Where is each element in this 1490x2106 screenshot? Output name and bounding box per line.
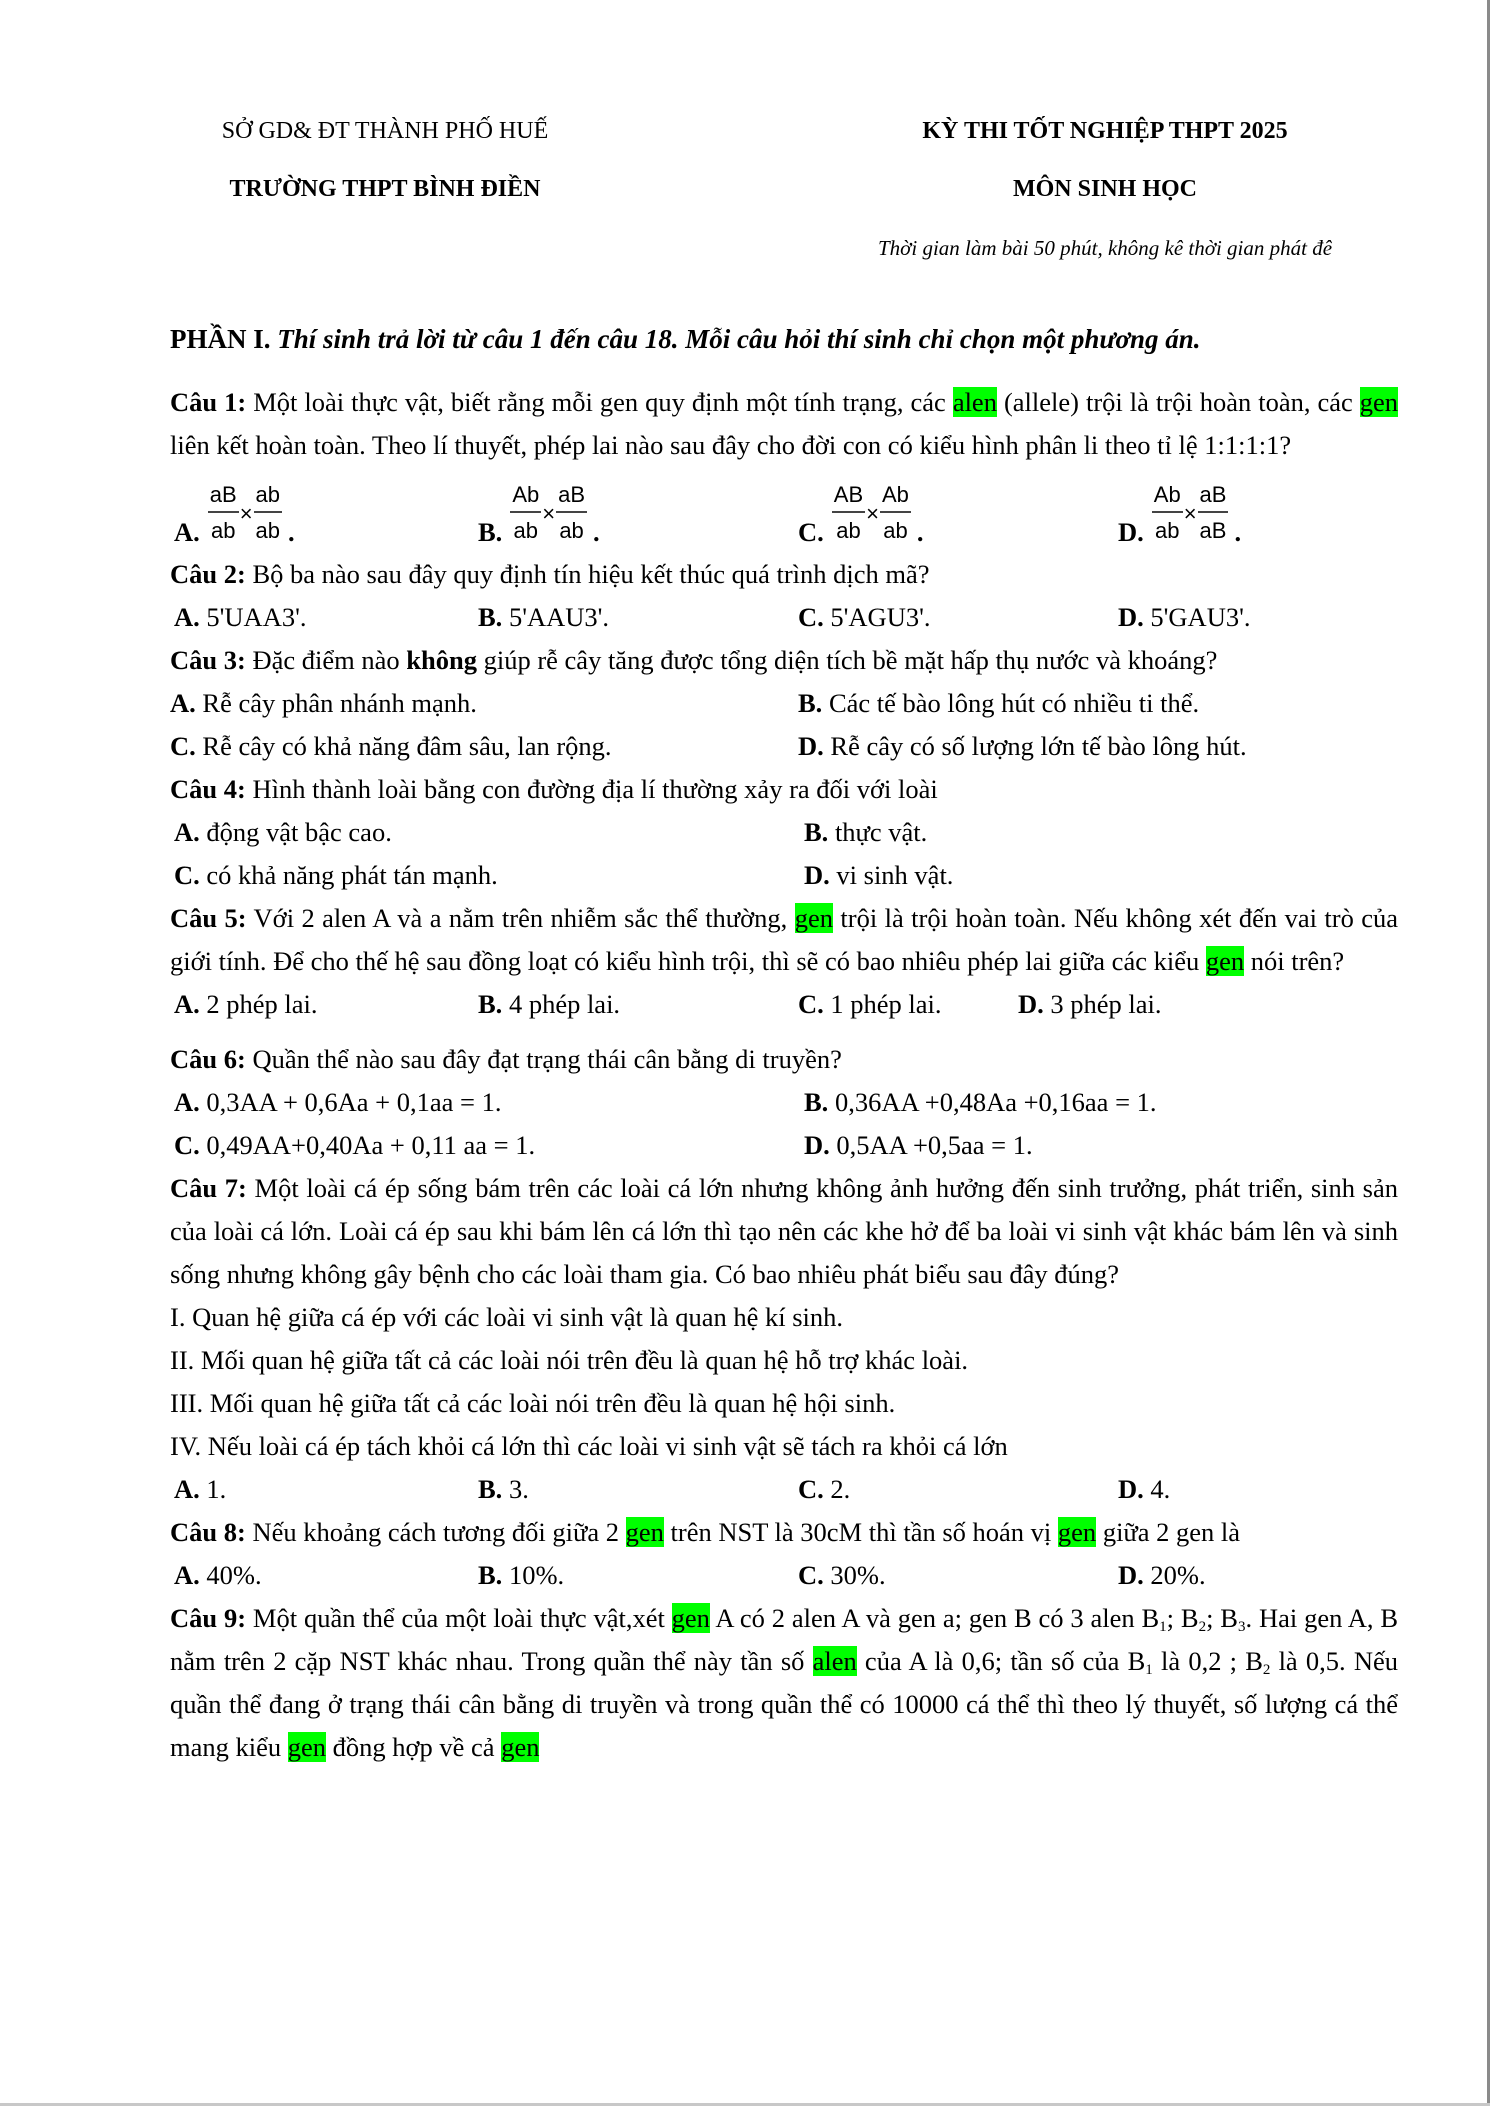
genotype-fraction	[254, 481, 282, 545]
option-letter: D.	[798, 731, 824, 761]
question-label: Câu 9:	[170, 1603, 247, 1633]
answer-options	[170, 1124, 1398, 1167]
option-text: 4 phép lai.	[502, 989, 621, 1019]
option-c[interactable]	[798, 483, 1118, 547]
subscript: 1	[1159, 1619, 1167, 1635]
period: .	[1234, 517, 1242, 547]
option-letter: A.	[174, 1474, 200, 1504]
option-b[interactable]	[804, 811, 927, 854]
option-b[interactable]	[478, 483, 798, 547]
question-text: (allele) trội là trội hoàn toàn, các	[996, 387, 1360, 417]
option-letter: D.	[1018, 989, 1044, 1019]
fraction-numerator: Ab	[1152, 481, 1183, 513]
highlighted-term: gen	[671, 1603, 710, 1633]
option-text: thực vật.	[828, 817, 928, 847]
highlighted-term: gen	[501, 1732, 540, 1762]
option-a[interactable]	[170, 1081, 804, 1124]
question-label: Câu 2:	[170, 559, 246, 589]
option-letter: B.	[804, 1087, 829, 1117]
question-text: trội là trội hoàn toàn. Nếu không xét đến vai trò của giới tính. Để cho thế hệ sau đồng loạt có kiểu hình trội, thì sẽ có bao nhiêu phép lai giữa các kiểu	[170, 903, 1398, 976]
option-letter: B.	[478, 517, 503, 547]
option-text: 0,36AA +0,48Aa +0,16aa = 1.	[828, 1087, 1157, 1117]
answer-options	[170, 854, 1398, 897]
question-text: Với 2 alen A và a nằm trên nhiễm sắc thể thường,	[246, 903, 795, 933]
fraction-denominator: ab	[836, 518, 861, 543]
times-icon: ×	[239, 500, 253, 526]
question-label: Câu 1:	[170, 387, 247, 417]
highlighted-term: gen	[625, 1517, 664, 1547]
question-text: ; B	[1166, 1603, 1199, 1633]
option-c[interactable]	[798, 1554, 1118, 1597]
option-c[interactable]	[170, 854, 804, 897]
option-text: 10%.	[502, 1560, 565, 1590]
genotype-fraction	[1152, 481, 1183, 545]
question-text: là 0,2 ; B	[1152, 1646, 1263, 1676]
subscript: 2	[1262, 1662, 1271, 1678]
spacer	[170, 1026, 1398, 1038]
option-letter: A.	[174, 989, 200, 1019]
option-letter: A.	[170, 688, 196, 718]
cross-expression	[208, 481, 282, 545]
statement-i: I. Quan hệ giữa cá ép với các loài vi sinh vật là quan hệ kí sinh.	[170, 1302, 844, 1332]
fraction-denominator: ab	[513, 518, 539, 543]
question-4	[170, 768, 1398, 897]
answer-options	[170, 682, 1398, 725]
option-letter: C.	[174, 1130, 200, 1160]
question-stem	[170, 1597, 1398, 1769]
question-text: nói trên?	[1244, 946, 1345, 976]
period: .	[593, 517, 600, 547]
option-text: vi sinh vật.	[829, 860, 954, 890]
option-letter: B.	[798, 688, 823, 718]
question-stem	[170, 1167, 1398, 1296]
question-3	[170, 639, 1398, 768]
option-a[interactable]	[170, 1468, 478, 1511]
option-text: Các tế bào lông hút có nhiều ti thể.	[822, 688, 1200, 718]
exam-duration: Thời gian làm bài 50 phút, không kê thời gian phát đê	[877, 236, 1333, 260]
option-text: 3 phép lai.	[1043, 989, 1162, 1019]
option-text: 5'AAU3'.	[502, 602, 610, 632]
cross-expression	[832, 481, 911, 545]
option-d[interactable]	[1118, 596, 1250, 639]
option-d[interactable]	[1118, 483, 1241, 547]
fraction-denominator: ab	[255, 518, 281, 543]
option-text: 2 phép lai.	[199, 989, 318, 1019]
question-2	[170, 553, 1398, 639]
question-text: ; B	[1206, 1603, 1238, 1633]
option-text: Rễ cây có khả năng đâm sâu, lan rộng.	[195, 731, 612, 761]
fraction-denominator: ab	[883, 518, 908, 543]
option-c[interactable]	[798, 983, 1018, 1026]
option-text: 1.	[199, 1474, 227, 1504]
answer-options	[170, 1468, 1398, 1511]
option-text: động vật bậc cao.	[199, 817, 392, 847]
highlighted-term: gen	[1205, 946, 1245, 976]
question-7	[170, 1167, 1398, 1511]
option-letter: B.	[478, 1474, 503, 1504]
option-letter: A.	[174, 517, 200, 547]
option-letter: C.	[798, 1474, 824, 1504]
option-c[interactable]	[170, 725, 798, 768]
statement-iii: III. Mối quan hệ giữa tất cả các loài nói trên đều là quan hệ hội sinh.	[170, 1388, 896, 1418]
option-letter: C.	[798, 989, 824, 1019]
option-b[interactable]	[804, 1081, 1157, 1124]
option-a[interactable]	[170, 682, 798, 725]
option-b[interactable]	[478, 1468, 798, 1511]
option-d[interactable]	[798, 725, 1247, 768]
times-icon: ×	[1183, 500, 1197, 526]
question-label: Câu 7:	[170, 1173, 247, 1203]
option-letter: C.	[798, 602, 824, 632]
question-5	[170, 897, 1398, 1026]
option-letter: C.	[798, 1560, 824, 1590]
option-letter: D.	[804, 860, 830, 890]
option-letter: A.	[174, 602, 200, 632]
option-text: Rễ cây có số lượng lớn tế bào lông hút.	[823, 731, 1247, 761]
question-text: Đặc điểm nào	[245, 645, 407, 675]
highlighted-term: alen	[952, 387, 997, 417]
fraction-denominator: aB	[1199, 518, 1227, 543]
option-letter: D.	[1118, 1474, 1144, 1504]
school-name: TRƯỜNG THPT BÌNH ĐIỀN	[229, 176, 541, 202]
question-text: của A là 0,6; tần số của B	[856, 1646, 1146, 1676]
question-label: Câu 6:	[170, 1044, 246, 1074]
subscript: 3	[1237, 1619, 1246, 1635]
option-b[interactable]	[798, 682, 1199, 725]
question-stem	[170, 639, 1398, 682]
department-name: SỞ GD& ĐT THÀNH PHỐ HUẾ	[221, 118, 549, 144]
option-c[interactable]	[798, 596, 1118, 639]
genotype-fraction	[208, 481, 239, 545]
period: .	[288, 517, 295, 547]
option-text: 5'GAU3'.	[1143, 602, 1251, 632]
option-d[interactable]	[804, 854, 953, 897]
fraction-numerator: ab	[254, 481, 282, 513]
option-text: 4.	[1143, 1474, 1171, 1504]
answer-options	[170, 471, 1398, 547]
genotype-fraction	[832, 481, 865, 545]
option-letter: B.	[804, 817, 829, 847]
question-8	[170, 1511, 1398, 1597]
question-label: Câu 8:	[170, 1517, 246, 1547]
option-text: có khả năng phát tán mạnh.	[199, 860, 498, 890]
question-text: trên NST là 30cM thì tần số hoán vị	[663, 1517, 1058, 1547]
question-text: giúp rễ cây tăng được tổng diện tích bề mặt hấp thụ nước và khoáng?	[476, 645, 1218, 675]
subscript: 1	[1145, 1662, 1153, 1678]
option-letter: C.	[798, 517, 824, 547]
fraction-numerator: aB	[1198, 481, 1229, 513]
option-text: Rễ cây phân nhánh mạnh.	[195, 688, 477, 718]
question-text: Một loài thực vật, biết rằng mỗi gen quy định một tính trạng, các	[246, 387, 953, 417]
period: .	[916, 517, 924, 547]
option-d[interactable]	[804, 1124, 1033, 1167]
question-stem	[170, 768, 1398, 811]
option-a[interactable]	[170, 811, 804, 854]
question-stem	[170, 897, 1398, 983]
option-text: 0,3AA + 0,6Aa + 0,1aa = 1.	[199, 1087, 502, 1117]
option-letter: B.	[478, 989, 503, 1019]
option-text: 1 phép lai.	[823, 989, 942, 1019]
option-c[interactable]	[170, 1124, 804, 1167]
question-text: Nếu khoảng cách tương đối giữa 2	[245, 1517, 626, 1547]
answer-options	[170, 983, 1398, 1026]
section-heading	[170, 318, 1398, 361]
question-text: đồng hợp về cả	[326, 1732, 502, 1762]
fraction-numerator: Ab	[510, 481, 541, 513]
cross-expression	[510, 481, 587, 545]
genotype-fraction	[880, 481, 911, 545]
genotype-fraction	[510, 481, 541, 545]
question-text: Hình thành loài bằng con đường địa lí thường xảy ra đối với loài	[245, 774, 938, 804]
question-text: liên kết hoàn toàn. Theo lí thuyết, phép lai nào sau đây cho đời con có kiểu hình phân li theo tỉ lệ 1:1:1:1?	[170, 430, 1292, 460]
exam-content	[170, 318, 1398, 1769]
cross-expression	[1152, 481, 1229, 545]
option-a[interactable]	[170, 596, 478, 639]
option-letter: C.	[174, 860, 200, 890]
answer-options	[170, 725, 1398, 768]
highlighted-term: gen	[1359, 387, 1398, 417]
option-letter: C.	[170, 731, 196, 761]
option-b[interactable]	[478, 983, 798, 1026]
fraction-denominator: ab	[210, 518, 236, 543]
emphasis-word: không	[406, 645, 477, 675]
highlighted-term: gen	[1057, 1517, 1097, 1547]
question-label: Câu 5:	[170, 903, 247, 933]
option-b[interactable]	[478, 1554, 798, 1597]
highlighted-term: alen	[812, 1646, 857, 1676]
option-letter: A.	[174, 1087, 200, 1117]
option-letter: D.	[804, 1130, 830, 1160]
option-letter: A.	[174, 1560, 200, 1590]
exam-title: KỲ THI TỐT NGHIỆP THPT 2025	[922, 118, 1288, 144]
question-stem	[170, 1511, 1398, 1554]
question-text: Một quần thể của một loài thực vật,xét	[246, 1603, 672, 1633]
option-text: 0,49AA+0,40Aa + 0,11 aa = 1.	[199, 1130, 536, 1160]
question-text: Một loài cá ép sống bám trên các loài cá lớn nhưng không ảnh hưởng đến sinh trưởng, phát triển, sinh sản của loài cá lớn. Loài cá ép sau khi bám lên cá lớn thì tạo nên các khe hở để ba loài vi sinh vật khác bám lên và sinh sống nhưng không gây bệnh cho các loài tham gia. Có bao nhiêu phát biểu sau đây đúng?	[170, 1173, 1399, 1289]
question-stem	[170, 1038, 1398, 1081]
statement-ii: II. Mối quan hệ giữa tất cả các loài nói trên đều là quan hệ hỗ trợ khác loài.	[170, 1345, 969, 1375]
fraction-denominator: ab	[1154, 518, 1180, 543]
question-stem	[170, 381, 1398, 467]
genotype-fraction	[1198, 481, 1229, 545]
option-letter: D.	[1118, 602, 1144, 632]
option-text: 5'UAA3'.	[199, 602, 307, 632]
option-text: 0,5AA +0,5aa = 1.	[829, 1130, 1033, 1160]
question-1	[170, 381, 1398, 547]
option-letter: A.	[174, 817, 200, 847]
fraction-numerator: aB	[208, 481, 239, 513]
question-9	[170, 1597, 1398, 1769]
question-text: là 0,5. Nếu quần thể đang ở trạng thái cân bằng di truyền và trong quần thể có 10000 cá thể thì theo lý thuyết, số lượng cá thể mang kiểu	[170, 1646, 1398, 1762]
answer-options	[170, 1554, 1398, 1597]
option-b[interactable]	[478, 596, 798, 639]
subject-title: MÔN SINH HỌC	[1012, 176, 1197, 202]
option-c[interactable]	[798, 1468, 1118, 1511]
option-a[interactable]	[170, 483, 478, 547]
times-icon: ×	[542, 500, 556, 526]
option-d[interactable]	[1118, 1554, 1206, 1597]
fraction-denominator: ab	[559, 518, 584, 543]
genotype-fraction	[556, 481, 587, 545]
option-text: 40%.	[199, 1560, 262, 1590]
section-instruction: Thí sinh trả lời từ câu 1 đến câu 18. Mỗi câu hỏi thí sinh chỉ chọn một phương án.	[270, 324, 1201, 354]
option-letter: D.	[1118, 517, 1144, 547]
question-text: Bộ ba nào sau đây quy định tín hiệu kết thúc quá trình dịch mã?	[245, 559, 930, 589]
option-text: 2.	[823, 1474, 851, 1504]
question-6	[170, 1038, 1398, 1167]
option-letter: D.	[1118, 1560, 1144, 1590]
option-d[interactable]	[1018, 983, 1162, 1026]
option-text: 5'AGU3'.	[823, 602, 931, 632]
fraction-numerator: AB	[832, 481, 865, 513]
question-text: A có 2 alen A và gen a; gen B có 3 alen B	[709, 1603, 1160, 1633]
question-text: giữa 2 gen là	[1096, 1517, 1241, 1547]
option-letter: B.	[478, 1560, 503, 1590]
question-label: Câu 4:	[170, 774, 246, 804]
answer-options	[170, 596, 1398, 639]
option-text: 3.	[502, 1474, 529, 1504]
fraction-numerator: Ab	[880, 481, 911, 513]
subscript: 2	[1198, 1619, 1207, 1635]
statement-iv: IV. Nếu loài cá ép tách khỏi cá lớn thì các loài vi sinh vật sẽ tách ra khỏi cá lớn	[170, 1431, 1008, 1461]
option-text: 30%.	[823, 1560, 886, 1590]
question-label: Câu 3:	[170, 645, 246, 675]
answer-options	[170, 1081, 1398, 1124]
question-text: . Hai gen A, B nằm trên 2 cặp NST khác nhau. Trong quần thể này tần số	[170, 1603, 1399, 1676]
times-icon: ×	[866, 500, 879, 526]
fraction-numerator: aB	[556, 481, 587, 513]
option-a[interactable]	[170, 983, 478, 1026]
answer-options	[170, 811, 1398, 854]
option-a[interactable]	[170, 1554, 478, 1597]
option-text: 20%.	[1143, 1560, 1206, 1590]
highlighted-term: gen	[794, 903, 833, 933]
question-text: Quần thể nào sau đây đạt trạng thái cân bằng di truyền?	[245, 1044, 842, 1074]
highlighted-term: gen	[287, 1732, 327, 1762]
question-stem	[170, 553, 1398, 596]
option-letter: B.	[478, 602, 503, 632]
section-label: PHẦN I.	[170, 324, 271, 354]
option-d[interactable]	[1118, 1468, 1170, 1511]
